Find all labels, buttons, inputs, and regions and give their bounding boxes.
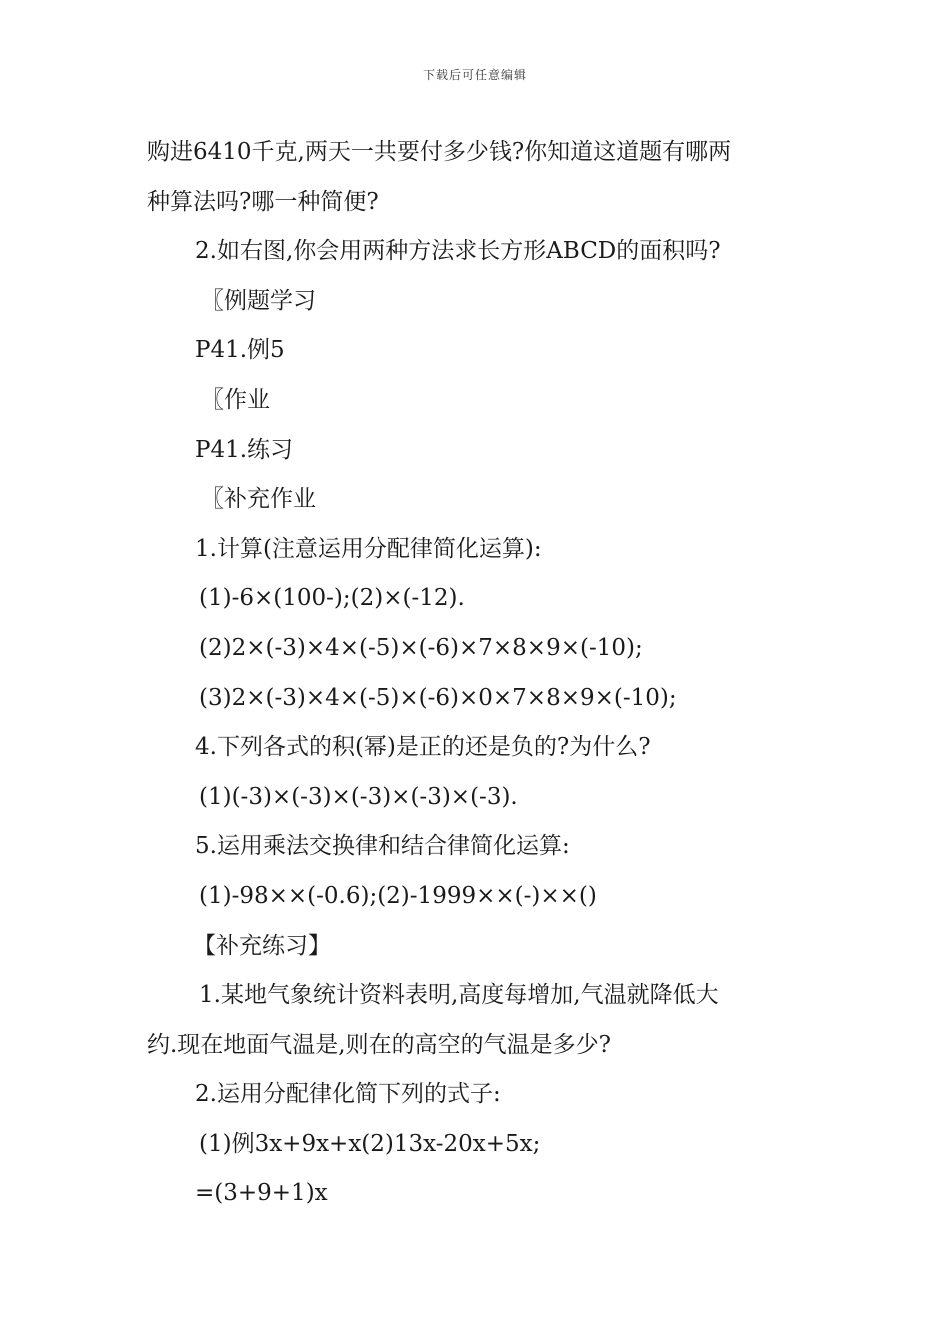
math-line: =(3+9+1)x: [195, 1180, 328, 1207]
text-line: 种算法吗?哪一种简便?: [147, 188, 379, 215]
section-heading: 【补充练习】: [193, 932, 331, 959]
math-line: (1)-98××(-0.6);(2)-1999××(-)××(): [199, 882, 597, 909]
math-line: (2)2×(-3)×4×(-5)×(-6)×7×8×9×(-10);: [199, 634, 643, 661]
text-line: 1.某地气象统计资料表明,高度每增加,气温就降低大: [199, 982, 719, 1009]
document-body: [147, 128, 827, 1219]
math-line: (1)例3x+9x+x(2)13x-20x+5x;: [199, 1130, 541, 1157]
text-line: P41.例5: [195, 337, 285, 364]
text-line: 约.现在地面气温是,则在的高空的气温是多少?: [147, 1031, 611, 1058]
math-line: (1)-6×(100-);(2)×(-12).: [199, 585, 465, 612]
page-header: 下载后可任意编辑: [422, 68, 527, 82]
text-line: P41.练习: [195, 436, 294, 463]
section-heading: 〖补充作业: [201, 486, 316, 513]
section-heading: 〖例题学习: [201, 287, 316, 314]
text-line: 2.运用分配律化简下列的式子:: [195, 1081, 501, 1108]
text-line: 2.如右图,你会用两种方法求长方形ABCD的面积吗?: [195, 238, 721, 265]
text-line: 4.下列各式的积(幂)是正的还是负的?为什么?: [195, 734, 651, 761]
text-line: 1.计算(注意运用分配律简化运算):: [195, 535, 542, 562]
text-line: 购进6410千克,两天一共要付多少钱?你知道这道题有哪两: [147, 139, 732, 165]
math-line: (3)2×(-3)×4×(-5)×(-6)×0×7×8×9×(-10);: [199, 684, 677, 711]
text-line: 5.运用乘法交换律和结合律简化运算:: [195, 833, 570, 860]
section-heading: 〖作业: [201, 386, 270, 413]
math-line: (1)(-3)×(-3)×(-3)×(-3)×(-3).: [199, 783, 518, 810]
